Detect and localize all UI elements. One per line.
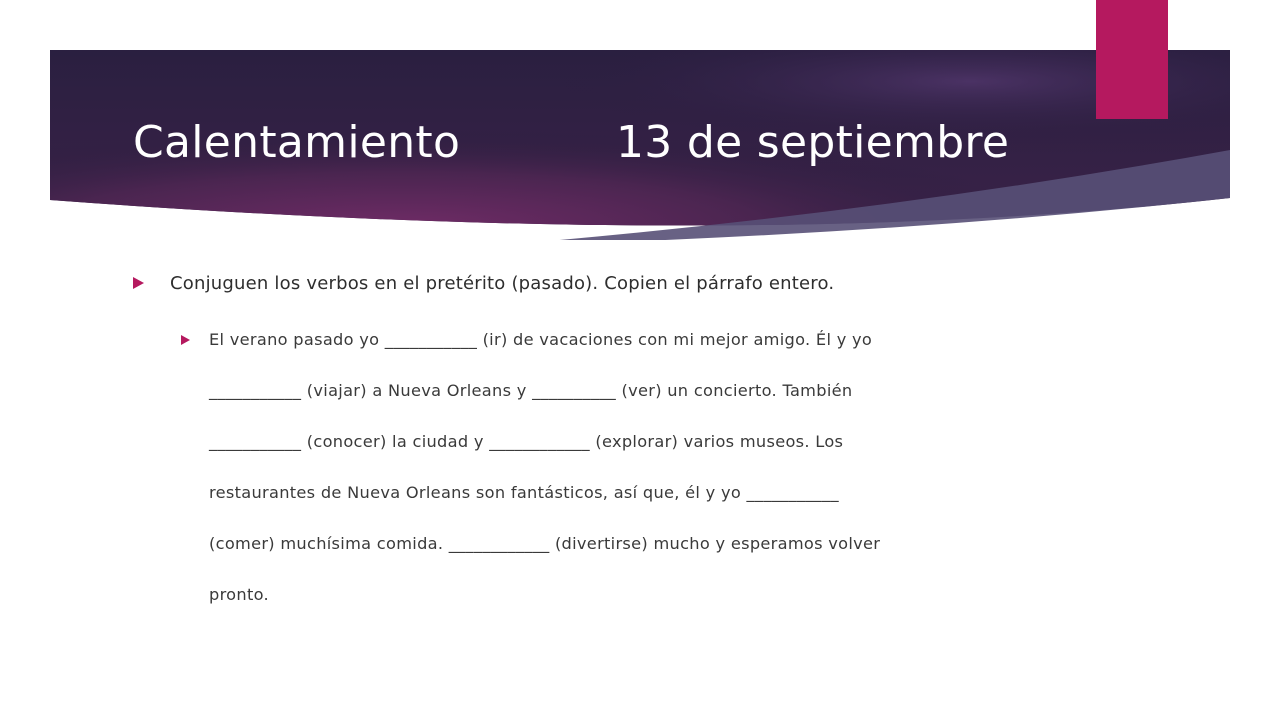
paragraph-line: restaurantes de Nueva Orleans son fantásticos, así que, él y yo ___________ bbox=[209, 483, 839, 502]
accent-bar bbox=[1096, 0, 1168, 119]
triangle-right-icon bbox=[133, 277, 144, 289]
paragraph-line: pronto. bbox=[209, 585, 269, 604]
triangle-right-icon bbox=[181, 335, 190, 345]
title-date: 13 de septiembre bbox=[616, 117, 1010, 168]
paragraph-line: ___________ (conocer) la ciudad y ____________ (explorar) varios museos. Los bbox=[209, 432, 844, 451]
instruction-item bbox=[133, 262, 1133, 308]
slide-body bbox=[133, 262, 1133, 604]
title-text: Calentamiento bbox=[133, 117, 461, 168]
paragraph-line: (comer) muchísima comida. ____________ (divertirse) mucho y esperamos volver bbox=[209, 534, 881, 553]
slide-title bbox=[133, 108, 1010, 178]
paragraph-item bbox=[181, 314, 1131, 620]
paragraph-line: El verano pasado yo ___________ (ir) de vacaciones con mi mejor amigo. Él y yo bbox=[209, 330, 873, 349]
instruction-text: Conjuguen los verbos en el pretérito (pasado). Copien el párrafo entero. bbox=[170, 273, 835, 294]
paragraph-line: ___________ (viajar) a Nueva Orleans y __________ (ver) un concierto. También bbox=[209, 381, 853, 400]
